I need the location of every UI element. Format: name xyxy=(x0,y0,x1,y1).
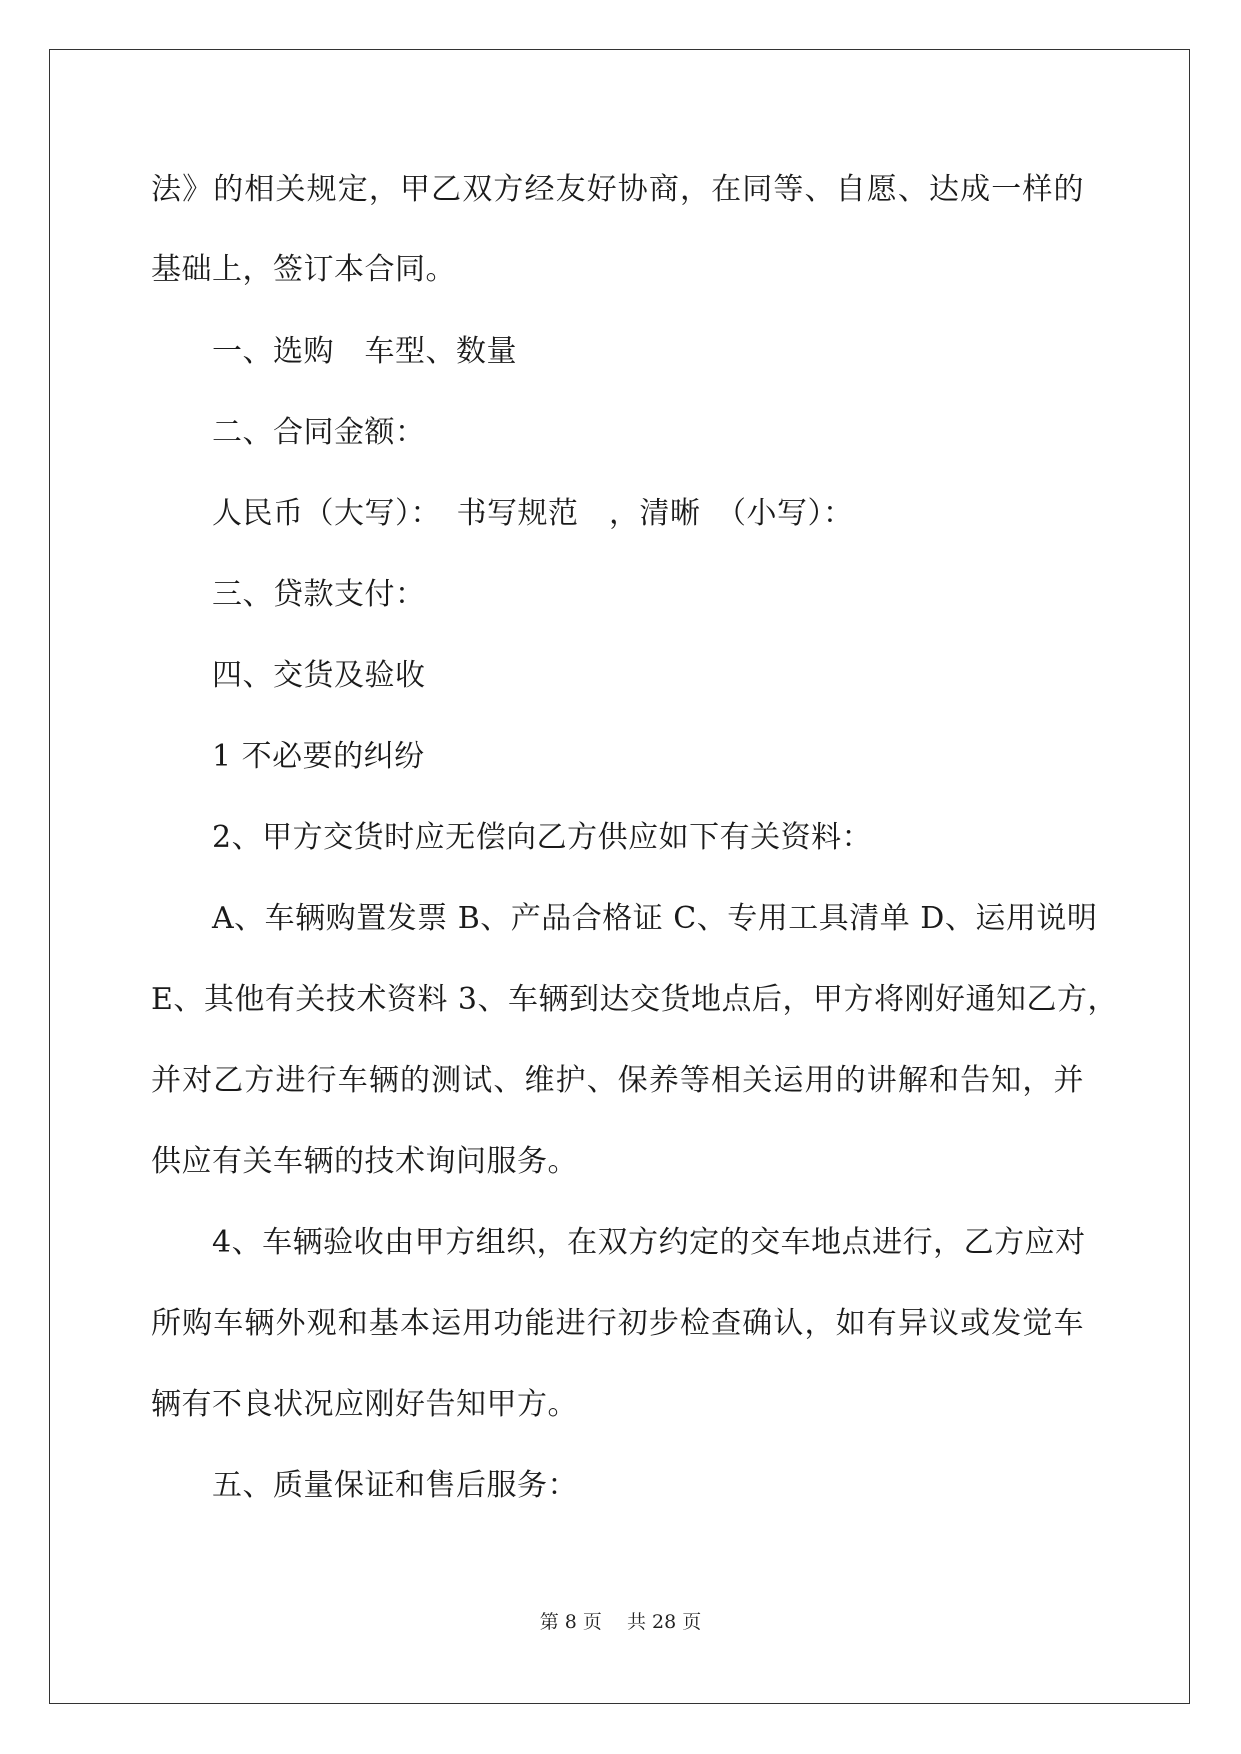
page-border xyxy=(49,49,1190,1704)
section-heading: 一、选购 车型、数量 xyxy=(212,334,517,369)
text-line: 人民币（大写）： 书写规范 ，清晰 （小写）： xyxy=(212,496,854,531)
section-heading: 三、贷款支付： xyxy=(212,577,426,612)
text-line: 1 不必要的纠纷 xyxy=(212,739,425,774)
text-line: 法》的相关规定，甲乙双方经友好协商，在同等、自愿、达成一样的 xyxy=(151,172,1084,207)
text-line: 2、甲方交货时应无偿向乙方供应如下有关资料： xyxy=(212,820,873,855)
section-heading: 五、质量保证和售后服务： xyxy=(212,1468,578,1503)
text-line: E、其他有关技术资料 3、车辆到达交货地点后，甲方将刚好通知乙方， xyxy=(151,982,1119,1017)
page-number: 第 8 页 共 28 页 xyxy=(539,1611,702,1633)
text-line: 基础上，签订本合同。 xyxy=(151,252,456,287)
page-footer xyxy=(0,1610,1241,1634)
section-heading: 二、合同金额： xyxy=(212,415,426,450)
text-line: 所购车辆外观和基本运用功能进行初步检查确认，如有异议或发觉车 xyxy=(151,1306,1084,1341)
text-line: 4、车辆验收由甲方组织，在双方约定的交车地点进行，乙方应对 xyxy=(212,1225,1086,1260)
text-line: 辆有不良状况应刚好告知甲方。 xyxy=(151,1387,578,1422)
text-line: 供应有关车辆的技术询问服务。 xyxy=(151,1144,578,1179)
section-heading: 四、交货及验收 xyxy=(212,658,426,693)
text-line: A、车辆购置发票 B、产品合格证 C、专用工具清单 D、运用说明 xyxy=(212,901,1098,936)
text-line: 并对乙方进行车辆的测试、维护、保养等相关运用的讲解和告知，并 xyxy=(151,1063,1084,1098)
